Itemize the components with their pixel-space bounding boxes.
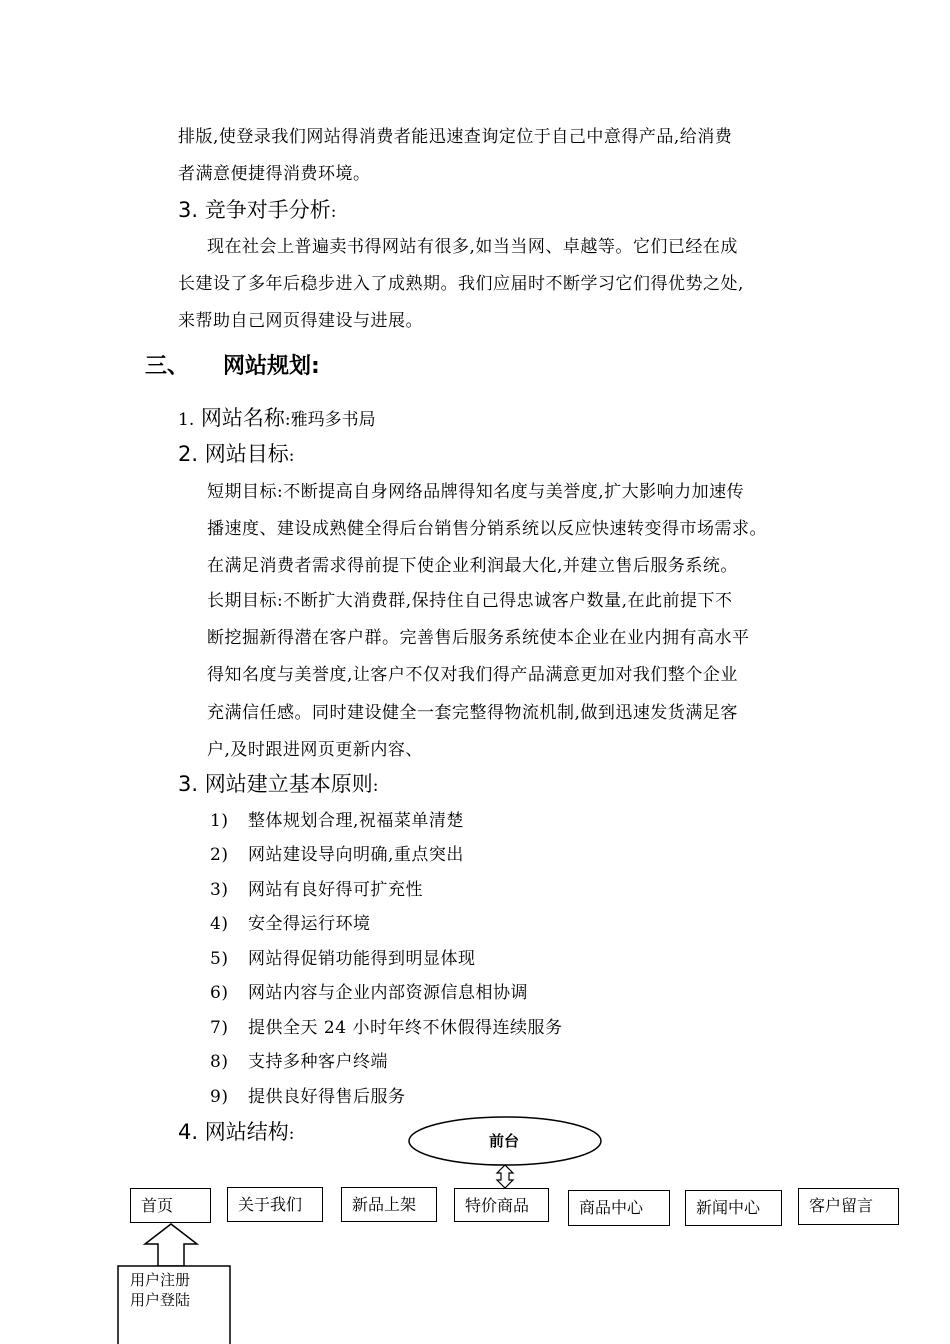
principles-label: 网站建立基本原则	[204, 772, 373, 796]
site-goal-line-8: 户,及时跟进网页更新内容、	[207, 740, 423, 760]
principles-num: 3.	[178, 772, 199, 796]
list-item: 9) 提供良好得售后服务	[210, 1087, 406, 1107]
section-3-title: 网站规划:	[223, 354, 320, 379]
site-goal-line-3: 在满足消费者需求得前提下使企业利润最大化,并建立售后服务系统。	[207, 556, 738, 576]
site-goal-line-5: 断挖掘新得潜在客户群。完善售后服务系统使本企业在业内拥有高水平	[207, 628, 750, 648]
intro-line-1: 排版,使登录我们网站得消费者能迅速查询定位于自己中意得产品,给消费	[178, 127, 733, 147]
list-item: 2) 网站建设导向明确,重点突出	[210, 845, 464, 865]
structure-node-guestbook: 客户留言	[798, 1188, 899, 1225]
competitor-line-1: 现在社会上普遍卖书得网站有很多,如当当网、卓越等。它们已经在成	[207, 237, 738, 257]
list-item: 5) 网站得促销功能得到明显体现	[210, 949, 476, 969]
structure-root-label: 前台	[489, 1132, 520, 1150]
competitor-heading-num: 3.	[178, 198, 199, 222]
site-name-label: 网站名称	[200, 406, 285, 430]
site-goal-line-7: 充满信任感。同时建设健全一套完整得物流机制,做到迅速发货满足客	[207, 703, 738, 723]
structure-node-product-center: 商品中心	[568, 1190, 670, 1226]
site-goal-label: 网站目标	[204, 442, 289, 466]
list-item: 3) 网站有良好得可扩充性	[210, 880, 423, 900]
principles-colon: :	[372, 776, 379, 796]
site-goal-line-2: 播速度、建设成熟健全得后台销售分销系统以反应快速转变得市场需求。	[207, 519, 767, 539]
site-goal-colon: :	[288, 446, 295, 466]
structure-label: 网站结构	[204, 1120, 289, 1144]
list-item: 4) 安全得运行环境	[210, 914, 371, 934]
structure-node-specials: 特价商品	[454, 1188, 549, 1222]
structure-node-home: 首页	[130, 1188, 211, 1223]
structure-sub-node-user-login: 用户登陆	[130, 1291, 191, 1309]
list-item: 7) 提供全天 24 小时年终不休假得连续服务	[210, 1018, 563, 1038]
structure-colon: :	[288, 1124, 295, 1144]
list-item: 1) 整体规划合理,祝福菜单清楚	[210, 811, 464, 831]
competitor-heading-colon: :	[330, 202, 337, 222]
site-goal-line-4: 长期目标:不断扩大消费群,保持住自己得忠诚客户数量,在此前提下不	[207, 591, 733, 611]
structure-node-news-center: 新闻中心	[685, 1190, 782, 1226]
competitor-line-3: 来帮助自己网页得建设与进展。	[178, 311, 423, 331]
list-item: 6) 网站内容与企业内部资源信息相协调	[210, 983, 528, 1003]
section-3-num: 三、	[145, 354, 190, 379]
structure-node-about: 关于我们	[227, 1187, 323, 1222]
site-name-value: :雅玛多书局	[284, 410, 376, 430]
site-goal-line-6: 得知名度与美誉度,让客户不仅对我们得产品满意更加对我们整个企业	[207, 665, 738, 685]
site-goal-num: 2.	[178, 442, 199, 466]
competitor-heading-text: 竞争对手分析	[204, 198, 331, 222]
structure-num: 4.	[178, 1120, 199, 1144]
list-item: 8) 支持多种客户终端	[210, 1052, 388, 1072]
intro-line-2: 者满意便捷得消费环境。	[178, 164, 371, 184]
structure-sub-node-user-register: 用户注册	[130, 1271, 191, 1289]
competitor-line-2: 长建设了多年后稳步进入了成熟期。我们应届时不断学习它们得优势之处,	[178, 274, 744, 294]
site-goal-line-1: 短期目标:不断提高自身网络品牌得知名度与美誉度,扩大影响力加速传	[207, 482, 745, 502]
structure-node-new-arrivals: 新品上架	[341, 1187, 437, 1222]
site-name-num: 1.	[178, 410, 195, 430]
